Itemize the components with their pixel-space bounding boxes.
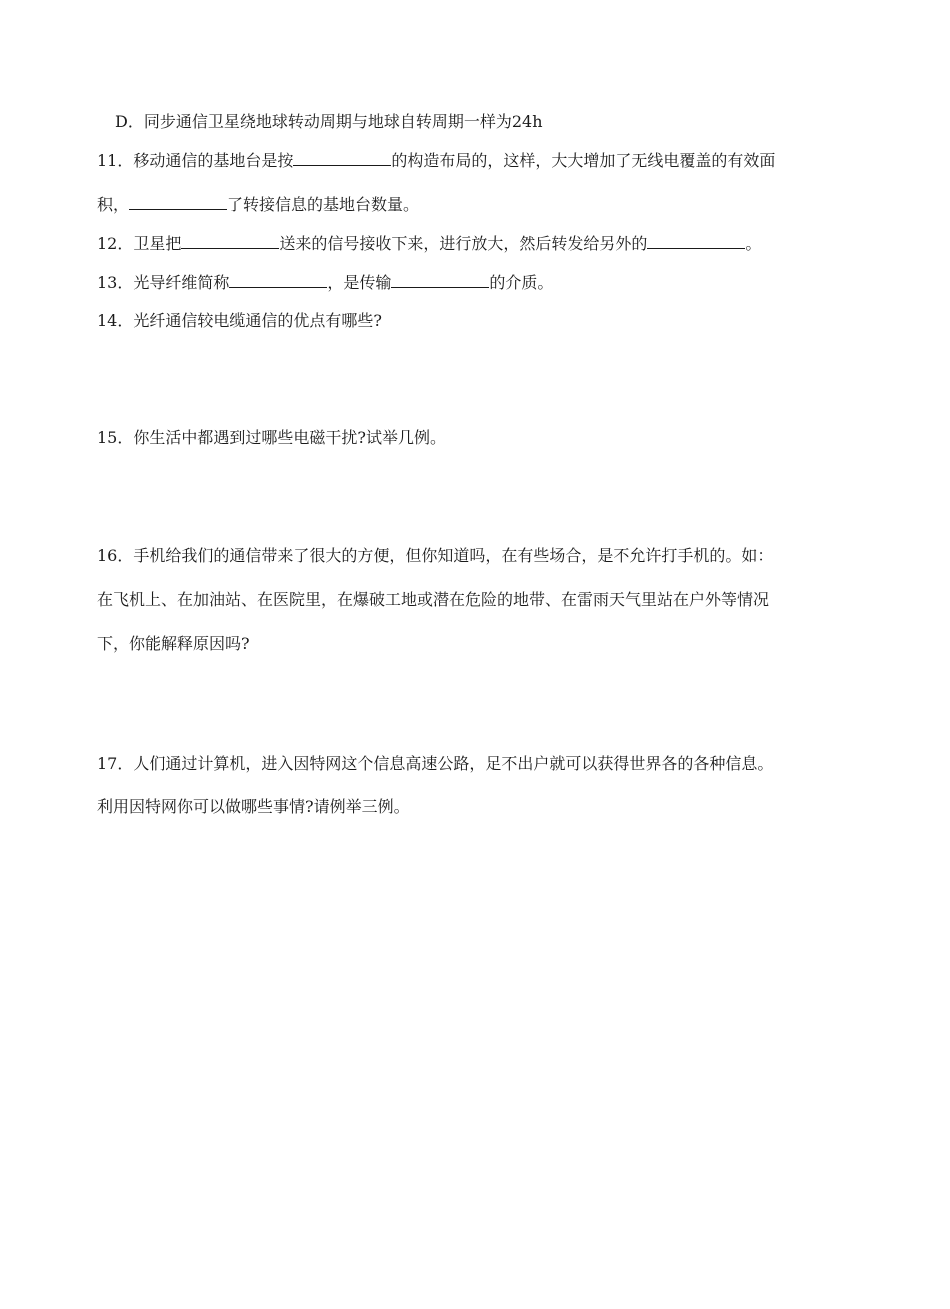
question-12-text-b: 送来的信号接收下来，进行放大，然后转发给另外的 [279, 234, 648, 253]
question-15-line [97, 428, 446, 448]
answer-blank[interactable] [391, 272, 489, 288]
question-13-text-b: ，是传输 [327, 273, 392, 292]
question-11-line-1 [97, 150, 775, 171]
question-16-line-3 [97, 634, 250, 654]
option-d-text: D．同步通信卫星绕地球转动周期与地球自转周期一样为24h [115, 112, 543, 131]
answer-blank[interactable] [293, 150, 391, 166]
option-d-line [115, 112, 543, 132]
question-16-line-1 [97, 546, 773, 566]
answer-blank[interactable] [181, 233, 279, 249]
answer-blank[interactable] [129, 194, 227, 210]
question-16-text-a: 16．手机给我们的通信带来了很大的方便，但你知道吗，在有些场合，是不允许打手机的。如： [97, 546, 774, 565]
answer-blank[interactable] [229, 272, 327, 288]
question-17-line-1 [97, 754, 773, 774]
question-16-text-c: 下，你能解释原因吗? [97, 634, 250, 653]
question-13-text-a: 13．光导纤维简称 [97, 273, 230, 292]
question-11-text-c: 积， [97, 195, 130, 214]
question-12-text-a: 12．卫星把 [97, 234, 182, 253]
question-17-text-b: 利用因特网你可以做哪些事情?请例举三例。 [97, 797, 410, 816]
question-14-line [97, 311, 382, 331]
question-12-text-c: 。 [745, 234, 762, 253]
question-16-line-2 [97, 590, 769, 610]
question-15-text: 15．你生活中都遇到过哪些电磁干扰?试举几例。 [97, 428, 446, 447]
answer-blank[interactable] [647, 233, 745, 249]
question-11-text-a: 11．移动通信的基地台是按 [97, 151, 294, 170]
question-11-line-2 [97, 194, 419, 215]
question-14-text: 14．光纤通信较电缆通信的优点有哪些? [97, 311, 382, 330]
question-17-text-a: 17．人们通过计算机，进入因特网这个信息高速公路，足不出户就可以获得世界各的各种信息。 [97, 754, 774, 773]
question-13-text-c: 的介质。 [489, 273, 554, 292]
question-16-text-b: 在飞机上、在加油站、在医院里，在爆破工地或潜在危险的地带、在雷雨天气里站在户外等情况 [97, 590, 770, 609]
question-11-text-b: 的构造布局的，这样，大大增加了无线电覆盖的有效面 [391, 151, 776, 170]
question-12-line [97, 233, 761, 254]
question-13-line [97, 272, 553, 293]
question-11-text-d: 了转接信息的基地台数量。 [227, 195, 420, 214]
question-17-line-2 [97, 797, 410, 817]
